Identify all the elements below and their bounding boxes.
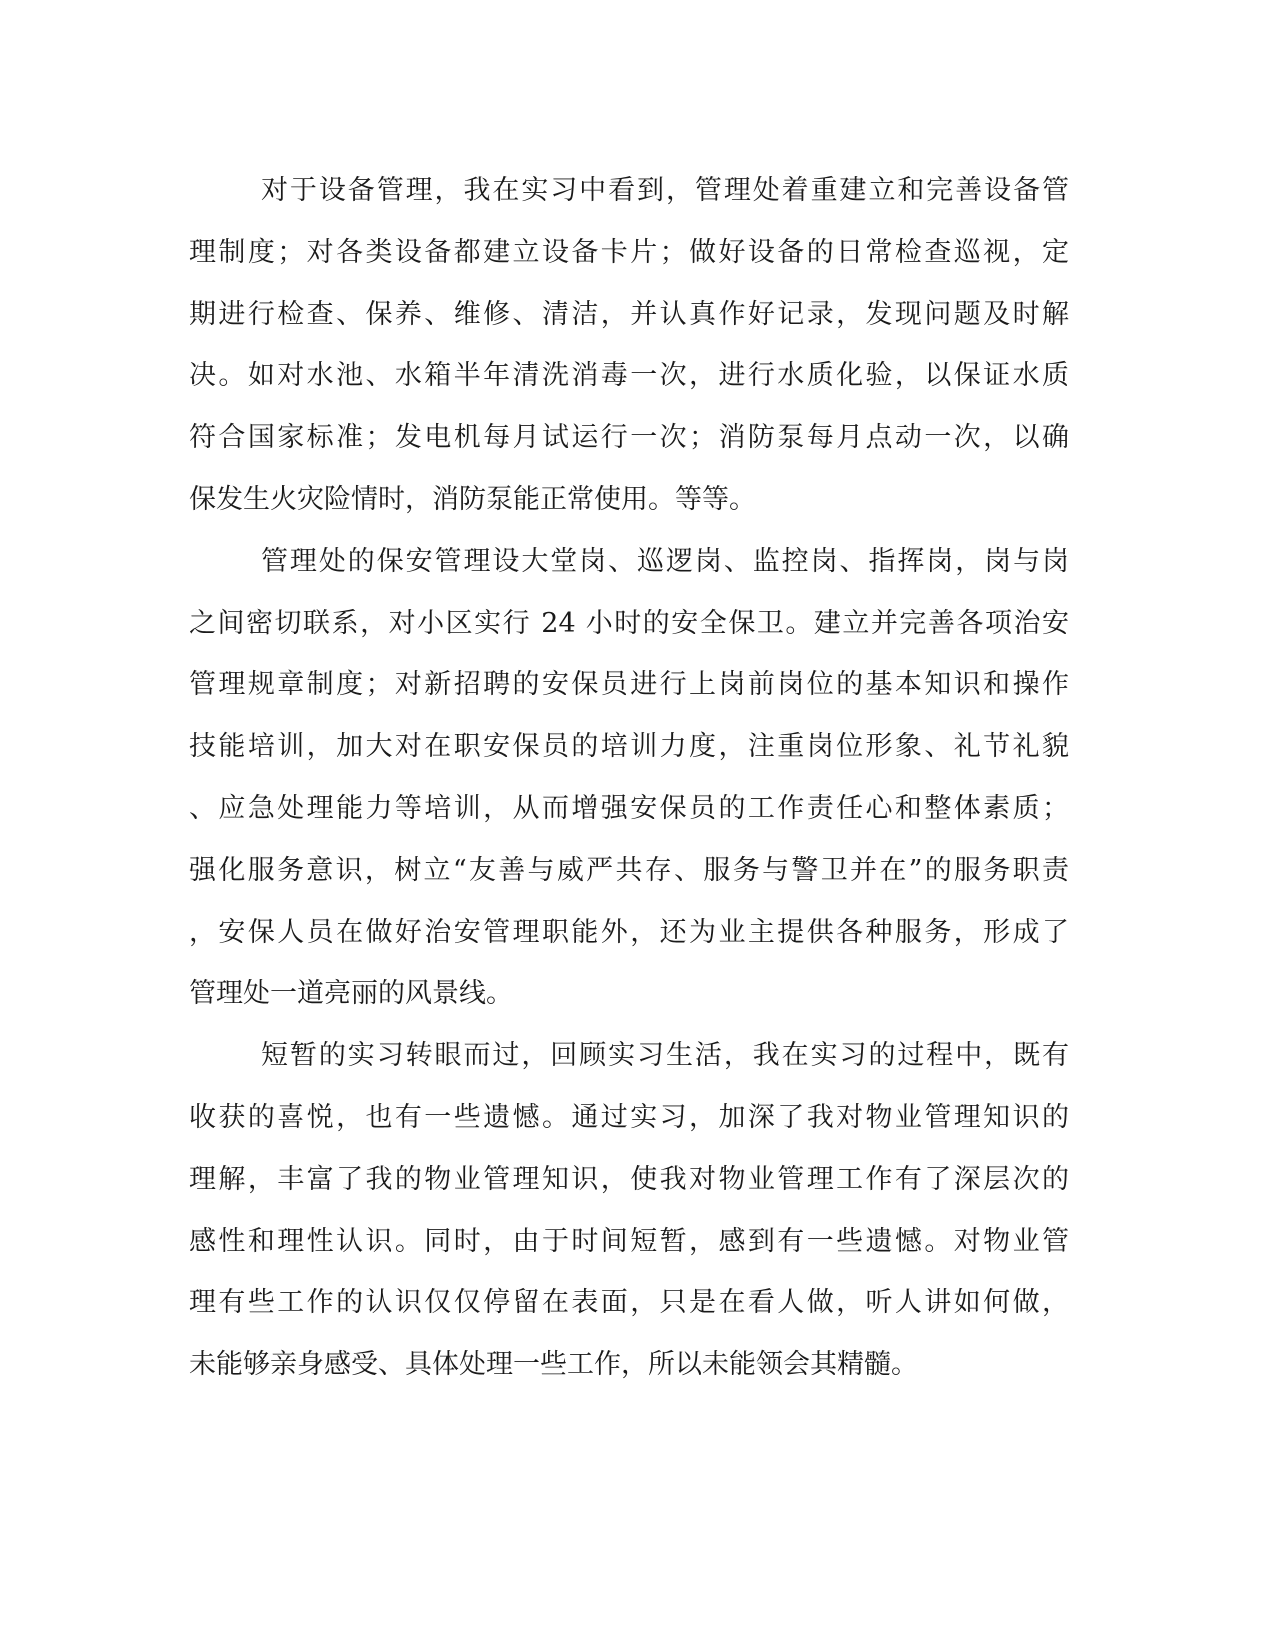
text-line: 之间密切联系，对小区实行 24 小时的安全保卫。建立并完善各项治安	[189, 607, 1069, 639]
text-line: 、应急处理能力等培训，从而增强安保员的工作责任心和整体素质；	[189, 792, 1069, 824]
text-line: 短暂的实习转眼而过，回顾实习生活，我在实习的过程中，既有	[261, 1040, 1069, 1072]
text-line: 理解，丰富了我的物业管理知识，使我对物业管理工作有了深层次的	[189, 1163, 1069, 1195]
text-line: 期进行检查、保养、维修、清洁，并认真作好记录，发现问题及时解	[189, 298, 1069, 330]
text-line: 对于设备管理，我在实习中看到，管理处着重建立和完善设备管	[261, 175, 1069, 206]
text-line: 保发生火灾险情时，消防泵能正常使用。等等。	[189, 483, 756, 515]
text-line: ，安保人员在做好治安管理职能外，还为业主提供各种服务，形成了	[189, 916, 1069, 948]
paragraph-equipment-management	[189, 160, 1069, 531]
text-line: 未能够亲身感受、具体处理一些工作，所以未能领会其精髓。	[189, 1349, 918, 1381]
text-line: 符合国家标准；发电机每月试运行一次；消防泵每月点动一次，以确	[189, 422, 1069, 454]
text-line: 强化服务意识，树立“友善与威严共存、服务与警卫并在”的服务职责	[189, 854, 1069, 886]
text-line: 理制度；对各类设备都建立设备卡片；做好设备的日常检查巡视，定	[189, 236, 1069, 268]
text-line: 感性和理性认识。同时，由于时间短暂，感到有一些遗憾。对物业管	[189, 1225, 1069, 1257]
text-line: 理有些工作的认识仅仅停留在表面，只是在看人做，听人讲如何做，	[189, 1287, 1069, 1319]
text-line: 管理处的保安管理设大堂岗、巡逻岗、监控岗、指挥岗，岗与岗	[261, 545, 1069, 577]
paragraph-internship-reflection	[189, 1025, 1069, 1396]
document-body	[189, 160, 1069, 1396]
text-line: 管理规章制度；对新招聘的安保员进行上岗前岗位的基本知识和操作	[189, 669, 1069, 701]
paragraph-security-management	[189, 531, 1069, 1025]
text-line: 收获的喜悦，也有一些遗憾。通过实习，加深了我对物业管理知识的	[189, 1101, 1069, 1133]
text-line: 决。如对水池、水箱半年清洗消毒一次，进行水质化验，以保证水质	[189, 360, 1069, 392]
text-line: 管理处一道亮丽的风景线。	[189, 978, 513, 1010]
text-line: 技能培训，加大对在职安保员的培训力度，注重岗位形象、礼节礼貌	[189, 731, 1069, 763]
